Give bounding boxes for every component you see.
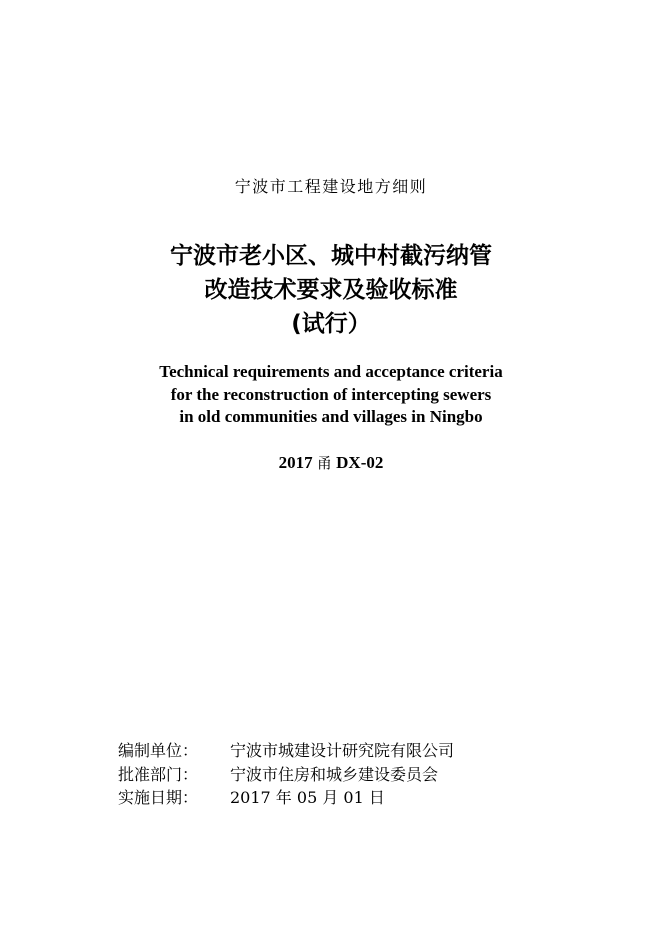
standard-code-number: DX-02	[336, 453, 384, 472]
english-title-line-2: for the reconstruction of intercepting sewers	[170, 385, 492, 404]
info-value: 宁波市城建设计研究院有限公司	[230, 741, 455, 760]
info-label: 实施日期：	[118, 788, 199, 807]
standard-code-prefix: 甬	[316, 454, 332, 472]
document-title-line-3: (试行）	[291, 311, 371, 337]
info-value: 宁波市住房和城乡建设委员会	[230, 765, 439, 784]
standard-code-year: 2017	[278, 453, 313, 472]
info-value: 2017 年 05 月 01 日	[230, 788, 385, 807]
standard-series-heading: 宁波市工程建设地方细则	[234, 177, 428, 196]
standard-code	[0, 452, 662, 473]
english-title-line-1: Technical requirements and acceptance criteria	[159, 362, 503, 381]
info-label: 编制单位：	[118, 741, 199, 760]
document-title-line-2: 改造技术要求及验收标准	[204, 277, 458, 303]
english-title-line-3: in old communities and villages in Ningbo	[179, 407, 483, 426]
document-title-line-1: 宁波市老小区、城中村截污纳管	[170, 243, 492, 269]
info-label: 批准部门：	[118, 765, 199, 784]
